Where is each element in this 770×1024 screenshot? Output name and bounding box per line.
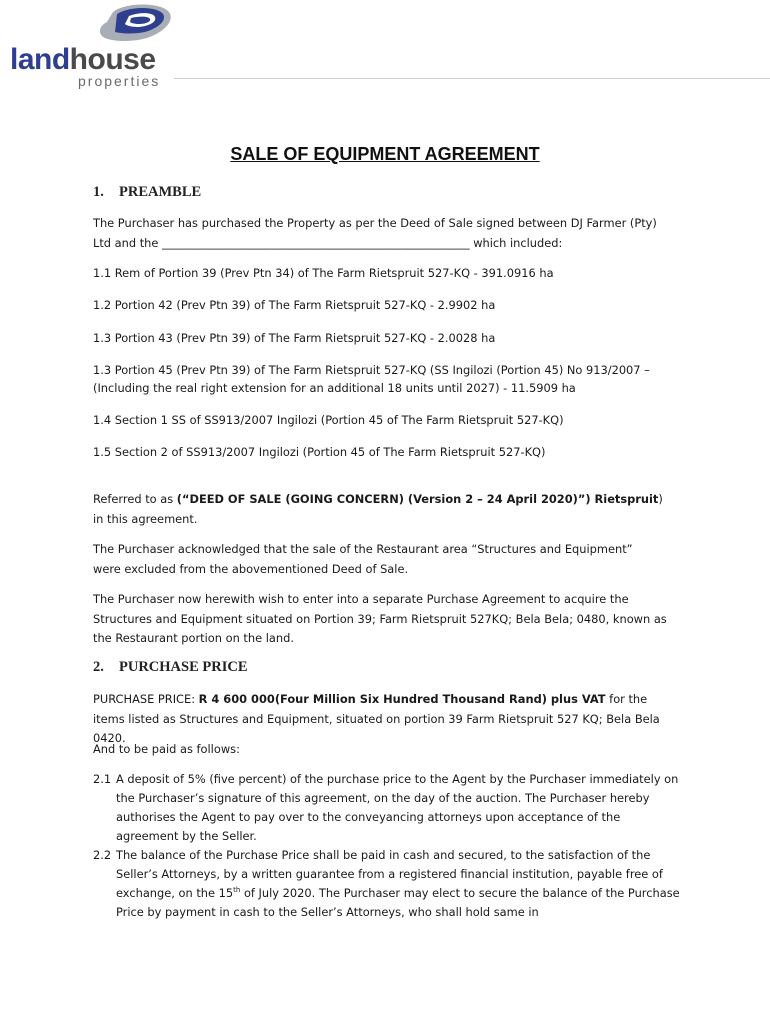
company-logo: [10, 4, 170, 89]
preamble-intro: [93, 214, 713, 253]
preamble-intro-line1: The Purchaser has purchased the Property as per the Deed of Sale signed between DJ Farmer (Pty): [93, 216, 657, 230]
clause-2-1: [93, 770, 683, 846]
section-number: 1.: [93, 184, 104, 200]
herewith-paragraph: The Purchaser now herewith wish to enter into a separate Purchase Agreement to acquire the Structures and Equipment situated on Portion 39; Farm Rietspruit 527KQ; Bela Bela; 0480, known as the Restaurant portion on the land.: [93, 592, 667, 645]
acknowledged-paragraph: The Purchaser acknowledged that the sale of the Restaurant area “Structures and Equipment” were excluded from the abovementioned Deed of Sale.: [93, 542, 633, 576]
clause-text-part-b: of July 2020. The Purchaser may elect to secure the balance of the Purchase Price by payment in cash to the Seller’s Attorneys, who shall hold same in: [116, 886, 680, 919]
referred-paragraph: [93, 490, 673, 529]
property-item: 1.3 Portion 45 (Prev Ptn 39) of The Farm Rietspruit 527-KQ (SS Ingilozi (Portion 45) No 913/2007 – (Including the real right extension for an additional 18 units until 2027) - 11.5909 ha: [93, 363, 650, 395]
section-heading-preamble: [93, 184, 201, 201]
logo-word-house: house: [69, 43, 156, 76]
referred-suffix: ) in this agreement.: [93, 492, 663, 526]
clause-text: [93, 846, 683, 922]
referred-deed-name: (“DEED OF SALE (GOING CONCERN) (Version 2 – 24 April 2020)”) Rietspruit: [176, 492, 659, 506]
logo-subtitle: properties: [78, 73, 161, 89]
preamble-intro-line2: Ltd and the ______________________________________________________ which included:: [93, 235, 563, 250]
clause-number: 2.2: [93, 848, 112, 862]
section-title: PURCHASE PRICE: [119, 659, 248, 675]
ordinal-suffix: th: [233, 886, 241, 895]
property-item: 1.1 Rem of Portion 39 (Prev Ptn 34) of The Farm Rietspruit 527-KQ - 391.0916 ha: [93, 266, 554, 280]
logo-wordmark: [10, 44, 156, 76]
section-heading-purchase-price: [93, 659, 248, 676]
clause-2-2: [93, 846, 683, 922]
clause-number: 2.1: [93, 772, 112, 786]
section-title: PREAMBLE: [119, 184, 202, 200]
logo-word-land: land: [10, 43, 70, 76]
purchase-price-suffix: for the items listed as Structures and Equipment, situated on portion 39 Farm Rietspruit 527 KQ; Bela Bela 0420.: [93, 692, 660, 745]
property-item: 1.5 Section 2 of SS913/2007 Ingilozi (Portion 45 of The Farm Rietspruit 527-KQ): [93, 445, 546, 459]
purchase-price-label: PURCHASE PRICE:: [93, 692, 199, 706]
clause-text-part-a: The balance of the Purchase Price shall be paid in cash and secured, to the satisfaction of the Seller’s Attorneys, by a written guarantee from a registered financial institution, payable free of exchange, on the 15: [116, 848, 663, 900]
property-item: 1.3 Portion 43 (Prev Ptn 39) of The Farm Rietspruit 527-KQ - 2.0028 ha: [93, 331, 496, 345]
referred-prefix: Referred to as: [93, 492, 177, 506]
header-divider: [174, 78, 770, 79]
paid-as-follows: And to be paid as follows:: [93, 742, 240, 756]
clause-text: A deposit of 5% (five percent) of the purchase price to the Agent by the Purchaser immediately on the Purchaser’s signature of this agreement, on the day of the auction. The Purchaser hereby authorises the Agent to pay over to the conveyancing attorneys upon acceptance of the agreement by the Seller.: [116, 772, 679, 843]
purchase-price-amount: R 4 600 000(Four Million Six Hundred Thousand Rand) plus VAT: [198, 692, 606, 706]
property-item: 1.2 Portion 42 (Prev Ptn 39) of The Farm Rietspruit 527-KQ - 2.9902 ha: [93, 298, 496, 312]
property-item: 1.4 Section 1 SS of SS913/2007 Ingilozi (Portion 45 of The Farm Rietspruit 527-KQ): [93, 413, 564, 427]
document-title: SALE OF EQUIPMENT AGREEMENT: [230, 144, 540, 164]
section-number: 2.: [93, 659, 104, 675]
